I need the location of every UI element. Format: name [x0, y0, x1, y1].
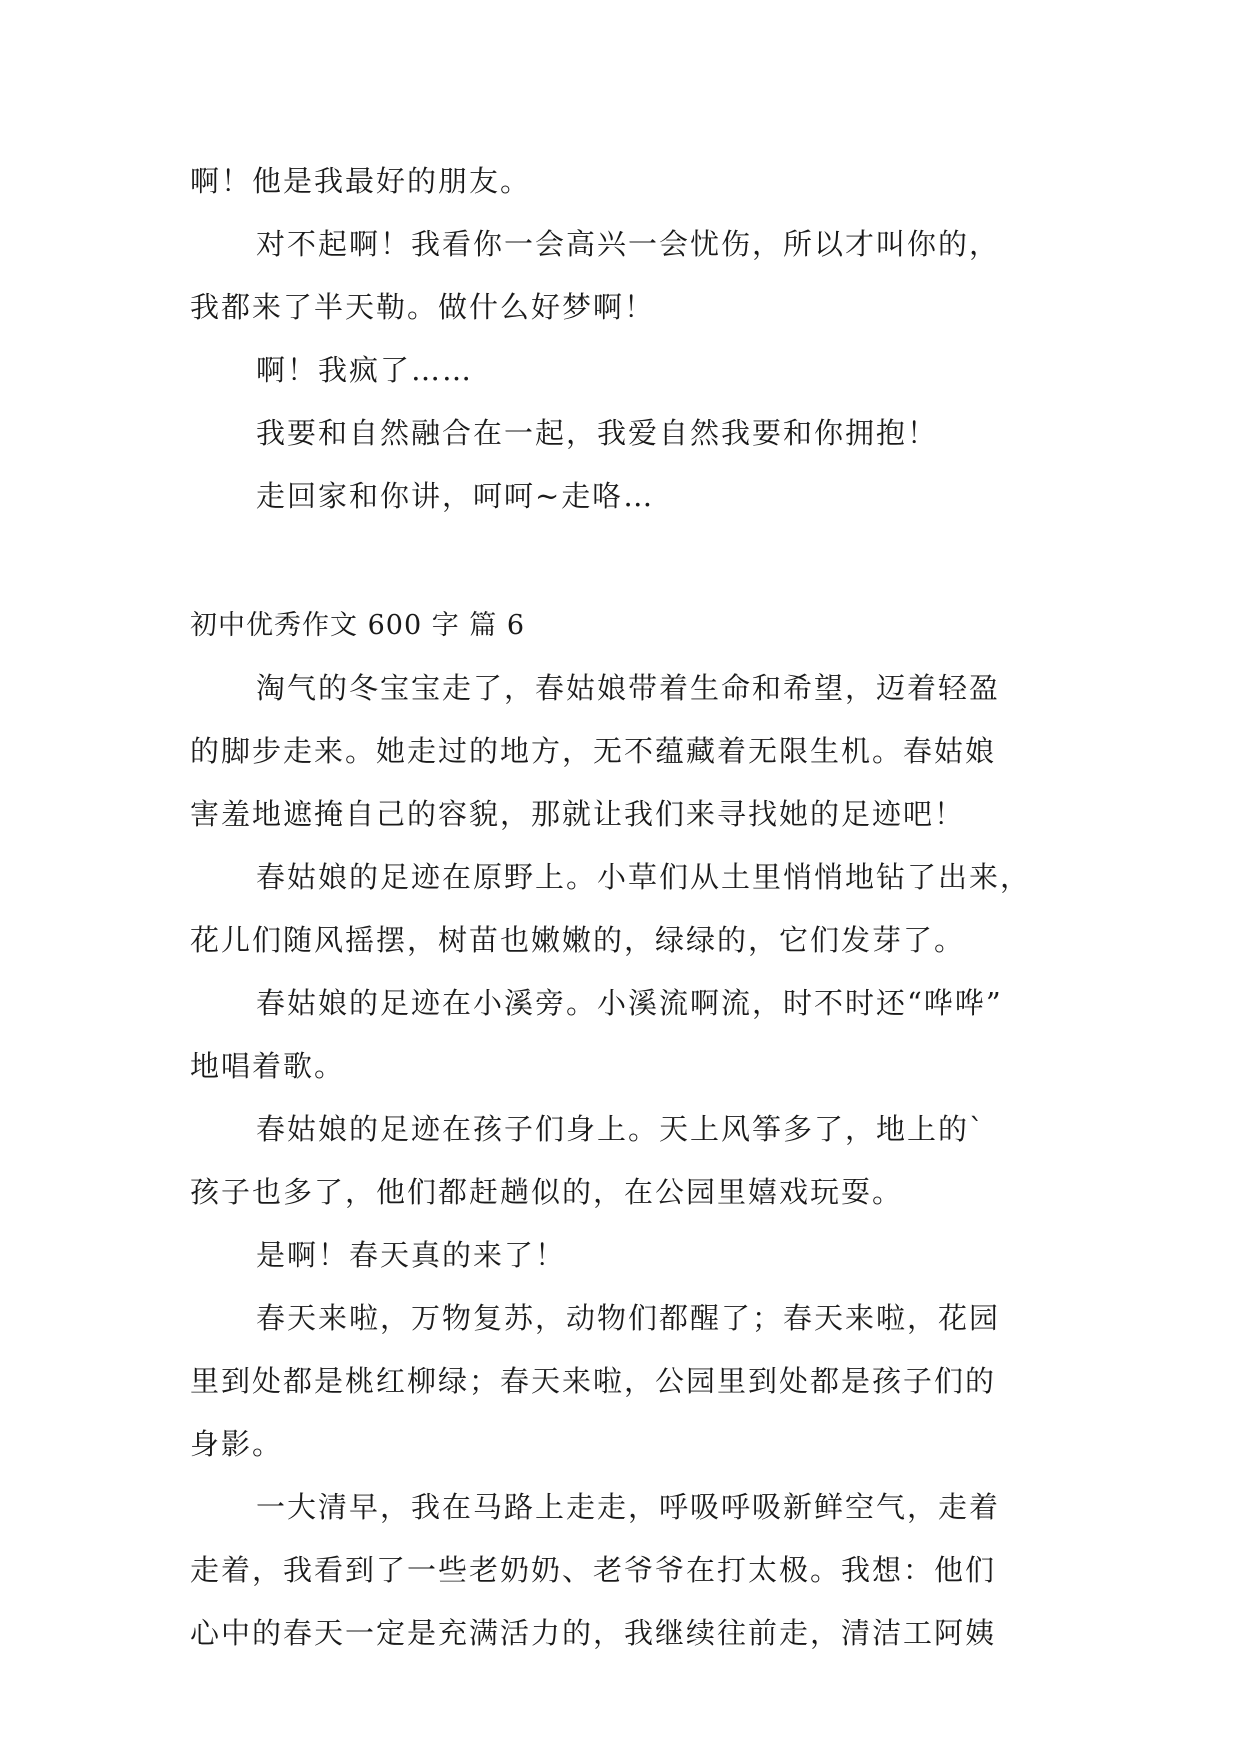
text-line: 地唱着歌。 — [190, 1049, 346, 1083]
text-line: 我都来了半天勒。做什么好梦啊！ — [190, 290, 656, 324]
text-line: 我要和自然融合在一起，我爱自然我要和你拥抱！ — [256, 416, 939, 450]
text-line: 对不起啊！我看你一会高兴一会忧伤，所以才叫你的， — [256, 227, 1001, 261]
text-line: 花儿们随风摇摆，树苗也嫩嫩的，绿绿的，它们发芽了。 — [190, 923, 966, 957]
text-line: 是啊！春天真的来了！ — [256, 1238, 567, 1272]
text-line: 啊！我疯了…… — [256, 353, 474, 387]
text-line: 走回家和你讲，呵呵~走咯… — [256, 479, 655, 513]
text-line: 一大清早，我在马路上走走，呼吸呼吸新鲜空气，走着 — [256, 1490, 1001, 1524]
text-line: 春姑娘的足迹在孩子们身上。天上风筝多了，地上的` — [256, 1112, 986, 1146]
top-block — [190, 150, 1050, 528]
text-line: 春姑娘的足迹在小溪旁。小溪流啊流，时不时还“哗哗” — [256, 986, 1003, 1020]
essay-body — [190, 657, 1050, 1665]
text-line: 走着，我看到了一些老奶奶、老爷爷在打太极。我想：他们 — [190, 1553, 997, 1587]
text-line: 春天来啦，万物复苏，动物们都醒了；春天来啦，花园 — [256, 1301, 1001, 1335]
text-line: 害羞地遮掩自己的容貌，那就让我们来寻找她的足迹吧！ — [190, 797, 966, 831]
text-line: 里到处都是桃红柳绿；春天来啦，公园里到处都是孩子们的 — [190, 1364, 997, 1398]
text-line: 心中的春天一定是充满活力的，我继续往前走，清洁工阿姨 — [190, 1616, 997, 1650]
document-page — [190, 150, 1050, 1665]
text-line: 孩子也多了，他们都赶趟似的，在公园里嬉戏玩耍。 — [190, 1175, 904, 1209]
text-line: 淘气的冬宝宝走了，春姑娘带着生命和希望，迈着轻盈 — [256, 671, 1001, 705]
text-line: 的脚步走来。她走过的地方，无不蕴藏着无限生机。春姑娘 — [190, 734, 997, 768]
section-spacer — [190, 528, 1050, 594]
text-line: 春姑娘的足迹在原野上。小草们从土里悄悄地钻了出来， — [256, 860, 1032, 894]
text-line: 身影。 — [190, 1427, 284, 1461]
text-line: 啊！他是我最好的朋友。 — [190, 164, 532, 198]
section-heading: 初中优秀作文 600 字 篇 6 — [190, 610, 526, 641]
